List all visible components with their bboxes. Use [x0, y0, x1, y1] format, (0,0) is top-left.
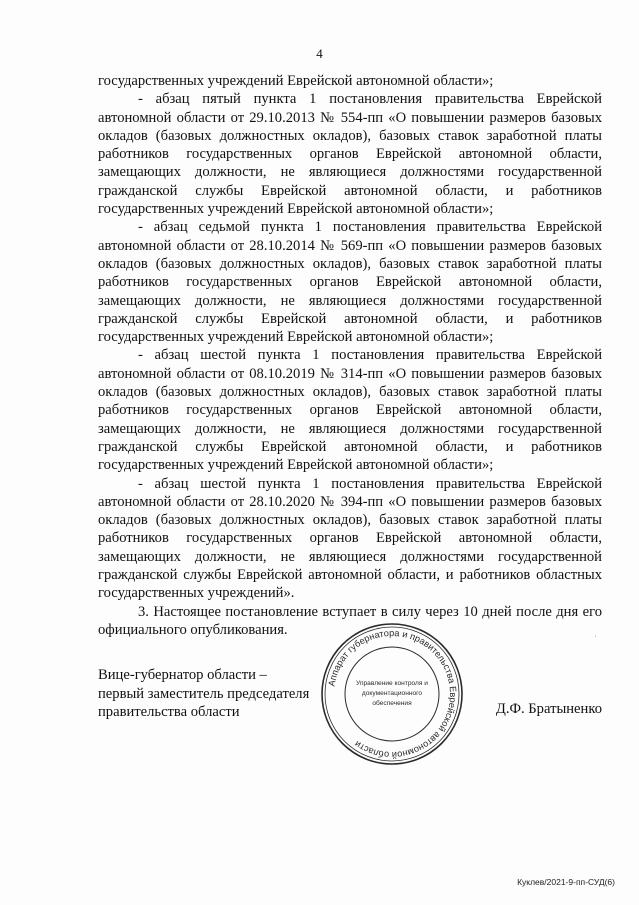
page-number: 4	[316, 46, 323, 61]
signatory-position-line: первый заместитель председателя	[98, 685, 310, 702]
signatory-position	[98, 666, 338, 722]
stamp-center-line: документационного	[361, 690, 423, 697]
stamp-ring-text: Аппарат губернатора и правительства Еврейской автономной области	[326, 627, 459, 761]
list-item: - абзац шестой пункта 1 постановления правительства Еврейской автономной области от 28.10.2020 № 394-пп «О повышении размеров базовых окладов (базовых должностных окладов), базовых ставок заработной платы работников государственных органов Еврейской автономной области, замещающих должности, не являющиеся должностями государственной гражданской службы Еврейской автономной области, и работников областных государственных учреждений».	[98, 475, 602, 602]
official-stamp-seal	[318, 620, 466, 768]
signatory-name: Д.Ф. Братыненко	[495, 701, 602, 717]
list-item: - абзац шестой пункта 1 постановления правительства Еврейской автономной области от 08.10.2019 № 314-пп «О повышении размеров базовых окладов (базовых должностных окладов), базовых ставок заработной платы работников государственных органов Еврейской автономной области, замещающих должности, не являющиеся должностями государственной гражданской службы Еврейской автономной области, и работников государственных учреждений Еврейской автономной области»;	[98, 347, 602, 474]
paragraph-continuation: государственных учреждений Еврейской автономной области»;	[98, 73, 494, 89]
stamp-center-line: обеспечения	[372, 700, 412, 707]
signatory-position-line: Вице-губернатор области –	[98, 667, 267, 683]
scan-speck-mark: ˌ	[594, 628, 597, 637]
list-item: - абзац седьмой пункта 1 постановления правительства Еврейской автономной области от 28.10.2014 № 569-пп «О повышении размеров базовых окладов (базовых должностных окладов), базовых ставок заработной платы работников государственных органов Еврейской автономной области, замещающих должности, не являющиеся должностями государственной гражданской службы Еврейской автономной области, и работников государственных учреждений Еврейской автономной области»;	[98, 219, 602, 346]
list-item: - абзац пятый пункта 1 постановления правительства Еврейской автономной области от 29.10.2013 № 554-пп «О повышении размеров базовых окладов (базовых должностных окладов), базовых ставок заработной платы работников государственных органов Еврейской автономной области, замещающих должности, не являющиеся должностями государственной гражданской службы Еврейской автономной области, и работников государственных учреждений Еврейской автономной области»;	[98, 91, 602, 218]
footer-document-code: Куклев/2021-9-пп-СУД(6)	[517, 877, 615, 887]
paragraph-effective-date: 3. Настоящее постановление вступает в силу через 10 дней после дня его официального опубликования.	[98, 603, 602, 638]
document-body	[98, 72, 602, 639]
signatory-position-line: правительства области	[98, 704, 240, 720]
stamp-center-line: Управление контроля и	[356, 680, 428, 687]
